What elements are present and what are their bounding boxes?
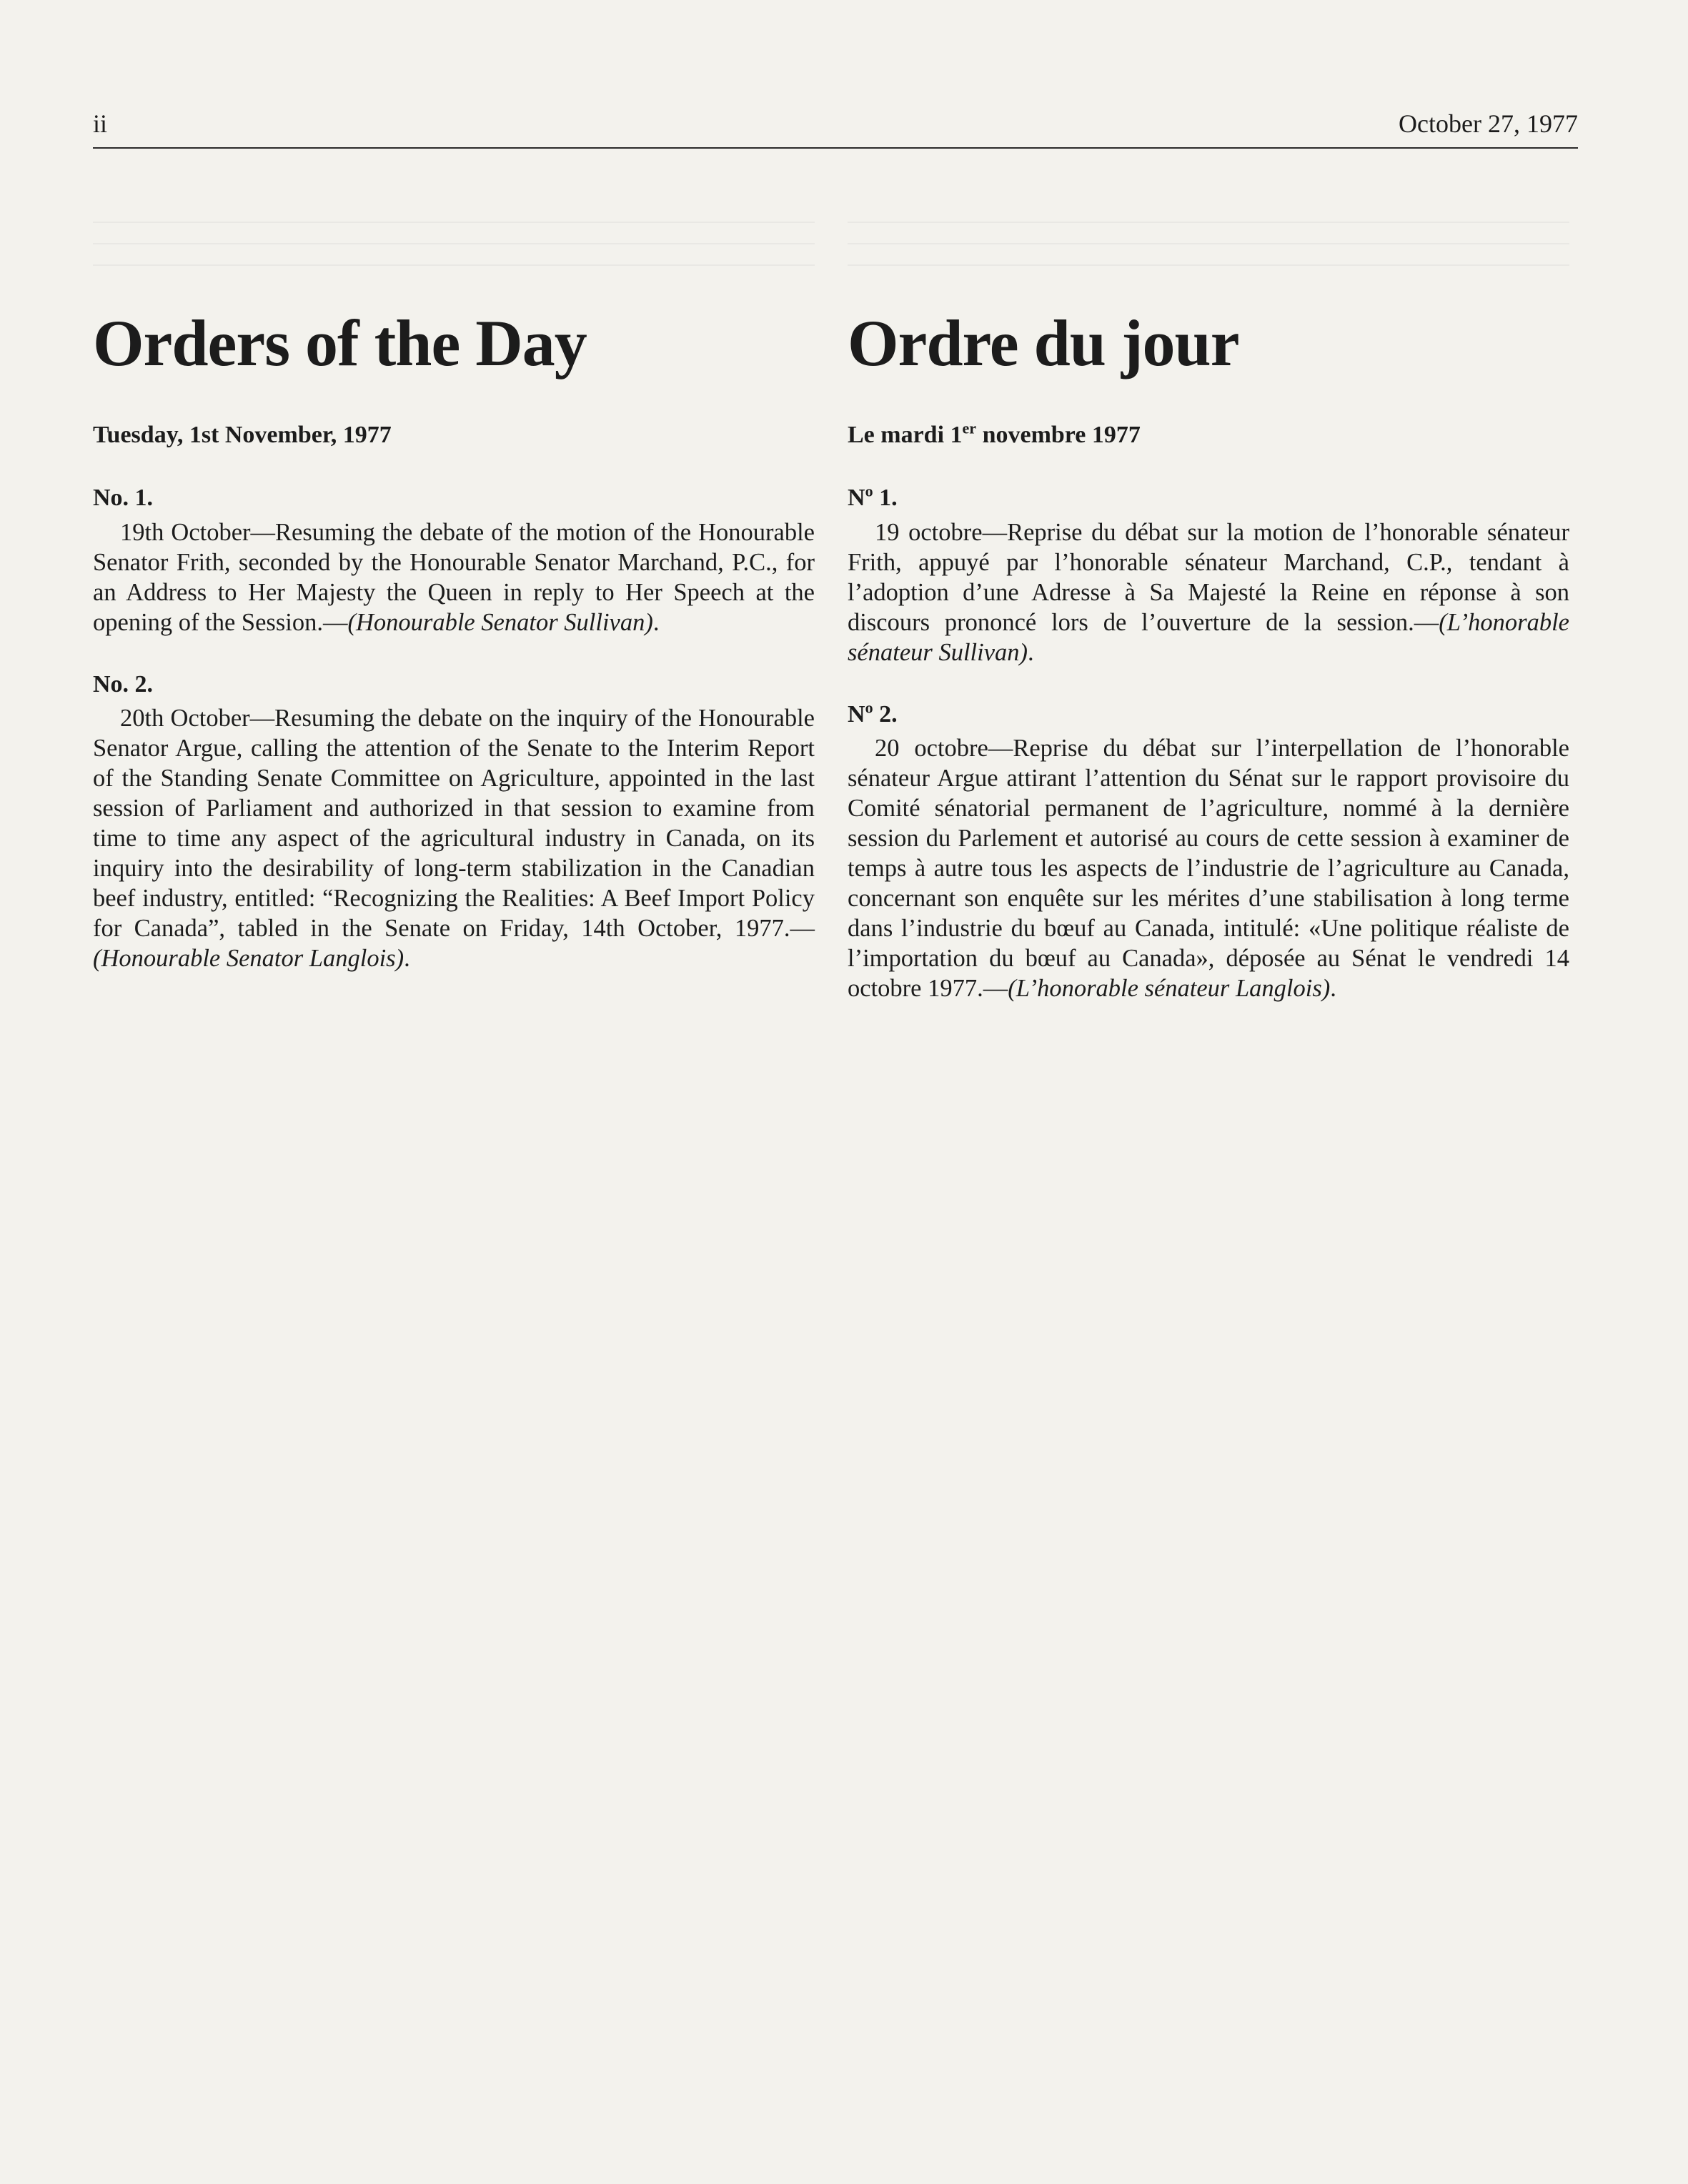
english-column [93, 307, 815, 973]
english-item-text-2 [93, 703, 815, 973]
french-item-number-sup-2: o [865, 698, 873, 717]
english-date-line: Tuesday, 1st November, 1977 [93, 422, 392, 449]
french-item-text-2 [848, 733, 1569, 1003]
page-header [93, 107, 1578, 149]
english-item-end-2: . [404, 944, 410, 972]
french-item-end-1: . [1028, 638, 1034, 666]
french-item-body-2: 20 octobre—Reprise du débat sur l’interpellation de l’honorable sénateur Argue attirant l’attention du Sénat sur le rapport provisoire du Comité sénatorial permanent de l’agriculture, nommé à la dernière session du Parlement et autorisé au cours de cette session à examiner de temps à autre tous les aspects de l’industrie de l’agriculture au Canada, concernant son enquête sur les mérites d’une stabilisation à long terme dans l’industrie du bœuf au Canada, intitulé: «Une politique réaliste de l’importation du bœuf au Canada», déposée au Sénat le vendredi 14 octobre 1977.— [848, 734, 1569, 1002]
french-title: Ordre du jour [848, 307, 1239, 379]
french-item-number-suffix-2: 2. [873, 700, 898, 728]
french-item-attribution-2: (L’honorable sénateur Langlois) [1008, 974, 1331, 1002]
bleed-through-shadow [848, 214, 1569, 279]
bleed-through-shadow [93, 214, 815, 279]
header-date: October 27, 1977 [1399, 109, 1578, 138]
french-date-line [848, 420, 1569, 451]
english-item-number-2: No. 2. [93, 670, 154, 698]
french-item-number-prefix-2: N [848, 700, 865, 728]
english-item-attribution-1: (Honourable Senator Sullivan) [347, 608, 653, 636]
french-date-prefix: Le mardi 1 [848, 422, 963, 449]
english-item-number-1: No. 1. [93, 485, 154, 512]
english-item-end-1: . [652, 608, 660, 636]
french-item-number-suffix-1: 1. [873, 485, 898, 512]
french-item-body-1: 19 octobre—Reprise du débat sur la motion de l’honorable sénateur Frith, appuyé par l’honorable sénateur Marchand, C.P., tendant à l’adoption d’une Adresse à Sa Majesté la Reine en réponse à son discours prononcé lors de l’ouverture de la session.— [848, 518, 1569, 636]
french-item-end-2: . [1330, 974, 1336, 1002]
english-item-body-1: 19th October—Resuming the debate of the motion of the Honourable Senator Frith, seconded by the Honourable Senator Marchand, P.C., for an Address to Her Majesty the Queen in reply to Her Speech at the opening of the Session.— [93, 518, 815, 636]
french-item-number-1 [848, 482, 1569, 514]
english-item-text-1 [93, 517, 815, 637]
french-item-number-2 [848, 699, 1569, 730]
english-item-body-2: 20th October—Resuming the debate on the inquiry of the Honourable Senator Argue, calling the attention of the Senate to the Interim Report of the Standing Senate Committee on Agriculture, appointed in the last session of Parliament and authorized in that session to examine from time to time any aspect of the agricultural industry in Canada, on its inquiry into the desirability of long-term stabilization in the Canadian beef industry, entitled: “Recognizing the Realities: A Beef Import Policy for Canada”, tabled in the Senate on Friday, 14th October, 1977.— [93, 704, 815, 942]
french-date-superscript: er [962, 419, 977, 437]
french-item-number-prefix-1: N [848, 485, 865, 512]
french-item-number-sup-1: o [865, 482, 873, 501]
french-column [848, 307, 1569, 1003]
page-number: ii [93, 109, 108, 138]
french-date-suffix: novembre 1977 [976, 422, 1141, 449]
english-title: Orders of the Day [93, 307, 587, 379]
french-item-attribution-1: (L’honorable sénateur Sullivan) [848, 608, 1569, 666]
french-item-text-1 [848, 517, 1569, 667]
english-item-attribution-2: (Honourable Senator Langlois) [93, 944, 404, 972]
